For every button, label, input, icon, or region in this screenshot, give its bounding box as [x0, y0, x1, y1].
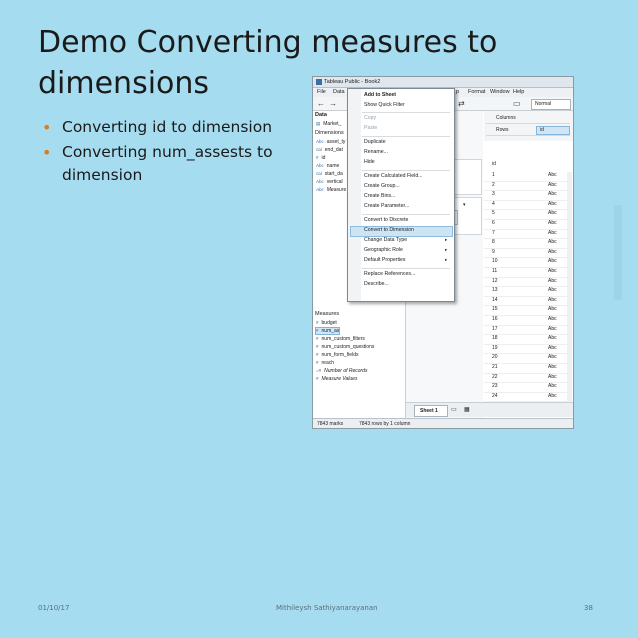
- rows-shelf[interactable]: Rows id: [486, 125, 570, 136]
- row-id: 15: [492, 306, 498, 313]
- column-header-id: id: [492, 161, 496, 167]
- dimension-field[interactable]: Abc vertical: [316, 179, 343, 185]
- window-titlebar: [313, 77, 573, 88]
- menu-map[interactable]: p: [456, 89, 460, 95]
- row-id: 21: [492, 364, 498, 370]
- row-id: 5: [492, 210, 495, 217]
- row-id: 7: [492, 229, 495, 236]
- menu-item: Paste: [364, 125, 378, 131]
- row-id: 1: [492, 172, 495, 178]
- submenu-arrow-icon: ▸: [445, 247, 448, 252]
- row-cell: Abc: [548, 373, 557, 380]
- sheet-tabs: [406, 402, 573, 417]
- row-id: 14: [492, 296, 498, 303]
- row-id: 18: [492, 335, 498, 342]
- measure-field[interactable]: =# Number of Records: [316, 368, 368, 374]
- sheet-1-tab[interactable]: Sheet 1: [414, 405, 448, 417]
- row-id: 2: [492, 181, 495, 188]
- row-id: 3: [492, 191, 495, 198]
- swap-icon[interactable]: ⇄: [458, 99, 465, 108]
- row-id: 13: [492, 287, 498, 294]
- row-id: 10: [492, 258, 498, 265]
- new-sheet-icon[interactable]: ▭: [451, 407, 457, 413]
- menu-file[interactable]: File: [317, 89, 326, 95]
- menu-format[interactable]: Format: [468, 89, 486, 95]
- row-cell: Abc: [548, 335, 557, 342]
- status-bar: [313, 418, 573, 429]
- new-dashboard-icon[interactable]: ▦: [464, 407, 470, 413]
- bullet-item: • Converting id to dimension: [42, 118, 273, 137]
- tableau-app-icon: [316, 79, 322, 85]
- menu-item[interactable]: Default Properties: [364, 257, 406, 263]
- menu-item[interactable]: Show Quick Filter: [364, 102, 405, 108]
- menu-item[interactable]: Create Bins...: [364, 193, 396, 199]
- menu-help[interactable]: Help: [513, 89, 525, 95]
- menu-separator: [362, 170, 450, 171]
- row-cell: Abc: [548, 268, 557, 274]
- window-title: Tableau Public - Book2: [324, 79, 381, 85]
- bullet-dot-icon: •: [42, 118, 52, 137]
- row-cell: Abc: [548, 392, 557, 399]
- row-id: 12: [492, 277, 498, 284]
- marks-type-select[interactable]: Normal: [531, 99, 571, 110]
- row-cell: Abc: [548, 191, 557, 198]
- menu-item[interactable]: Rename...: [364, 149, 388, 155]
- columns-shelf[interactable]: Columns: [486, 113, 570, 124]
- menu-item[interactable]: Geographic Role: [364, 247, 403, 253]
- tableau-screenshot: [312, 76, 574, 429]
- row-cell: Abc: [548, 306, 557, 313]
- row-cell: Abc: [548, 248, 557, 255]
- row-id: 16: [492, 316, 498, 322]
- slide-title: Demo Converting measures to dimensions: [38, 25, 498, 101]
- menu-data[interactable]: Data: [333, 89, 345, 95]
- menu-item[interactable]: Convert to Dimension: [364, 227, 414, 233]
- menu-window[interactable]: Window: [490, 89, 510, 95]
- row-id: 20: [492, 354, 498, 361]
- fit-icon[interactable]: ▭: [513, 99, 521, 108]
- measure-field[interactable]: # reach: [316, 360, 335, 366]
- row-cell: Abc: [548, 287, 557, 294]
- data-heading: Data: [315, 112, 327, 118]
- menu-separator: [362, 136, 450, 137]
- menu-separator: [362, 112, 450, 113]
- bullet-dot-icon: •: [42, 143, 52, 162]
- row-id: 11: [492, 268, 498, 274]
- dimension-field[interactable]: Abc name: [316, 163, 340, 169]
- row-id: 4: [492, 200, 495, 207]
- row-cell: Abc: [548, 316, 557, 322]
- bullet-list: [38, 116, 288, 189]
- rows-count: 7843 rows by 1 column: [359, 421, 411, 427]
- menu-item[interactable]: Add to Sheet: [364, 92, 396, 98]
- menu-item[interactable]: Create Parameter...: [364, 203, 410, 209]
- dimension-field[interactable]: Abc asset_ty: [316, 139, 346, 145]
- dimensions-heading: Dimensions: [315, 130, 344, 136]
- menu-item[interactable]: Convert to Discrete: [364, 217, 409, 223]
- row-id: 24: [492, 392, 498, 399]
- row-cell: Abc: [548, 220, 557, 226]
- rows-pill-id[interactable]: id: [536, 126, 570, 135]
- row-cell: Abc: [548, 364, 557, 370]
- context-menu: [347, 88, 455, 302]
- menu-item[interactable]: Replace References...: [364, 271, 416, 277]
- view-grid: [484, 143, 573, 409]
- menu-item: Copy: [364, 115, 377, 121]
- row-cell: Abc: [548, 258, 557, 265]
- menu-gutter: [348, 89, 361, 301]
- row-cell: Abc: [548, 344, 557, 351]
- row-cell: Abc: [548, 229, 557, 236]
- row-cell: Abc: [548, 172, 557, 178]
- back-icon[interactable]: ←: [317, 99, 325, 108]
- marks-count: 7843 marks: [317, 421, 344, 427]
- row-id: 8: [492, 239, 495, 246]
- menu-item[interactable]: Create Group...: [364, 183, 400, 189]
- table-row: [484, 392, 568, 403]
- row-id: 6: [492, 220, 495, 226]
- vertical-scrollbar[interactable]: [567, 172, 572, 402]
- row-cell: Abc: [548, 354, 557, 361]
- row-cell: Abc: [548, 181, 557, 188]
- footer-page-number: 38: [584, 604, 593, 612]
- row-cell: Abc: [548, 383, 557, 390]
- dimension-field[interactable]: cal end_dat: [316, 147, 343, 153]
- row-id: 19: [492, 344, 498, 351]
- dimension-field[interactable]: # id: [316, 155, 326, 161]
- row-cell: Abc: [548, 277, 557, 284]
- row-cell: Abc: [548, 325, 557, 332]
- measure-field[interactable]: # Measure Values: [316, 376, 358, 382]
- database-icon: ▤: [316, 121, 321, 126]
- menu-item[interactable]: Duplicate: [364, 139, 386, 145]
- measure-field[interactable]: # budget: [316, 320, 337, 326]
- menu-separator: [362, 268, 450, 269]
- measures-heading: Measures: [315, 311, 340, 317]
- footer-date: 01/10/17: [38, 604, 70, 612]
- row-id: 17: [492, 325, 498, 332]
- side-watermark: [614, 205, 622, 300]
- row-cell: Abc: [548, 296, 557, 303]
- row-cell: Abc: [548, 210, 557, 217]
- row-id: 9: [492, 248, 495, 255]
- menu-item[interactable]: Change Data Type: [364, 237, 408, 243]
- menu-separator: [362, 214, 450, 215]
- submenu-arrow-icon: ▸: [445, 237, 448, 242]
- menu-item[interactable]: Create Calculated Field...: [364, 173, 423, 179]
- footer-author: Mithileysh Sathiyanarayanan: [276, 604, 378, 612]
- menu-item[interactable]: Describe...: [364, 281, 389, 287]
- submenu-arrow-icon: ▸: [445, 257, 448, 262]
- measure-field-selected[interactable]: # num_as: [316, 328, 340, 334]
- data-source[interactable]: ▤ Market_: [316, 121, 342, 127]
- row-id: 23: [492, 383, 498, 390]
- forward-icon[interactable]: →: [329, 99, 337, 108]
- shelves: [484, 111, 573, 141]
- dimension-field[interactable]: Abc Measure: [316, 187, 347, 193]
- row-cell: Abc: [548, 239, 557, 246]
- row-cell: Abc: [548, 200, 557, 207]
- measure-field[interactable]: # num_custom_filters: [316, 336, 365, 342]
- bullet-item: • Converting num_assests to dimension: [42, 143, 273, 184]
- measure-field[interactable]: # num_form_fields: [316, 352, 359, 358]
- dropdown-icon[interactable]: ▾: [463, 202, 466, 208]
- menu-item[interactable]: Hide: [364, 159, 375, 165]
- dimension-field[interactable]: cal start_da: [316, 171, 343, 177]
- measure-field[interactable]: # num_custom_questions: [316, 344, 375, 350]
- row-id: 22: [492, 373, 498, 380]
